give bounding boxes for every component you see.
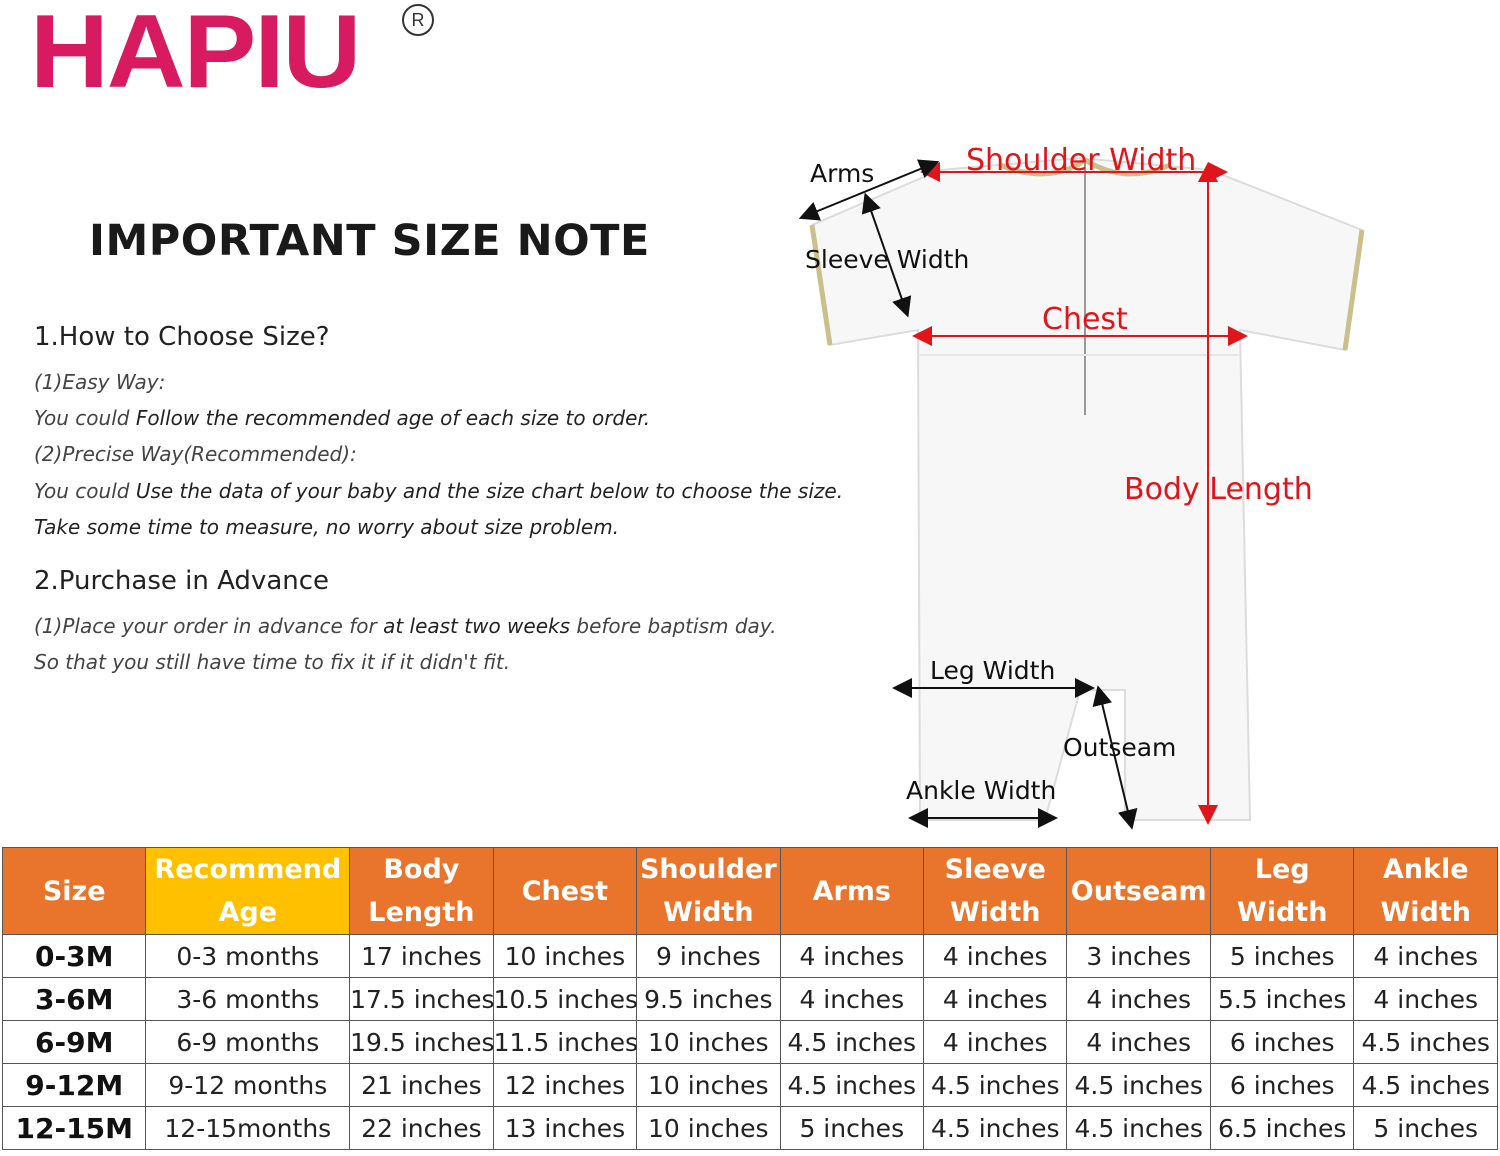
header-body-length: Body Length [350,848,493,935]
section-heading-purchase-advance: 2.Purchase in Advance [34,566,330,596]
section-heading-choose-size: 1.How to Choose Size? [34,322,330,352]
precise-way-text: You could Use the data of your baby and the size chart below to choose the size. [34,479,844,503]
cell-arms: 4.5 inches [780,1021,923,1064]
table-row [3,1064,1498,1107]
cell-arms: 4 inches [780,935,923,978]
size-chart-table [2,847,1498,1150]
easy-way-text: You could Follow the recommended age of each size to order. [34,406,651,430]
cell-leg-width: 6 inches [1210,1021,1353,1064]
cell-sleeve-width: 4.5 inches [924,1064,1067,1107]
cell-ankle-width: 4.5 inches [1354,1021,1498,1064]
header-shoulder-width: Shoulder Width [637,848,780,935]
header-outseam: Outseam [1067,848,1210,935]
cell-chest: 10 inches [493,935,636,978]
cell-age: 3-6 months [146,978,350,1021]
table-row [3,1107,1498,1150]
cell-size: 0-3M [3,935,146,978]
cell-sleeve-width: 4 inches [924,978,1067,1021]
cell-sleeve-width: 4 inches [924,1021,1067,1064]
cell-outseam: 4.5 inches [1067,1064,1210,1107]
table-row [3,978,1498,1021]
cell-size: 3-6M [3,978,146,1021]
advance-note: So that you still have time to fix it if it didn't fit. [34,650,511,674]
body-length-label: Body Length [1124,472,1313,507]
cell-leg-width: 6.5 inches [1210,1107,1353,1150]
cell-size: 9-12M [3,1064,146,1107]
cell-body-length: 17.5 inches [350,978,493,1021]
table-row [3,935,1498,978]
cell-shoulder-width: 10 inches [637,1021,780,1064]
cell-outseam: 4 inches [1067,1021,1210,1064]
cell-leg-width: 5 inches [1210,935,1353,978]
brand-logo: HAPIU [30,0,360,110]
cell-shoulder-width: 9.5 inches [637,978,780,1021]
cell-chest: 10.5 inches [493,978,636,1021]
arms-label: Arms [810,159,875,188]
cell-shoulder-width: 10 inches [637,1064,780,1107]
cell-ankle-width: 4 inches [1354,935,1498,978]
cell-body-length: 17 inches [350,935,493,978]
header-ankle-width: Ankle Width [1354,848,1498,935]
cell-sleeve-width: 4.5 inches [924,1107,1067,1150]
cell-age: 0-3 months [146,935,350,978]
cell-ankle-width: 4 inches [1354,978,1498,1021]
cell-outseam: 3 inches [1067,935,1210,978]
cell-age: 12-15months [146,1107,350,1150]
sleeve-width-label: Sleeve Width [805,245,970,274]
chest-label: Chest [1042,302,1128,337]
cell-leg-width: 5.5 inches [1210,978,1353,1021]
page-title: IMPORTANT SIZE NOTE [89,216,650,266]
cell-arms: 5 inches [780,1107,923,1150]
advance-text: (1)Place your order in advance for at least two weeks before baptism day. [34,614,777,638]
header-leg-width: Leg Width [1210,848,1353,935]
shoulder-width-label: Shoulder Width [966,143,1197,178]
header-sleeve-width: Sleeve Width [924,848,1067,935]
header-chest: Chest [493,848,636,935]
cell-body-length: 22 inches [350,1107,493,1150]
cell-body-length: 21 inches [350,1064,493,1107]
cell-arms: 4 inches [780,978,923,1021]
precise-way-note: Take some time to measure, no worry about size problem. [34,515,620,539]
cell-body-length: 19.5 inches [350,1021,493,1064]
registered-mark: R [402,4,434,36]
cell-size: 6-9M [3,1021,146,1064]
cell-size: 12-15M [3,1107,146,1150]
cell-ankle-width: 5 inches [1354,1107,1498,1150]
cell-age: 6-9 months [146,1021,350,1064]
cell-shoulder-width: 10 inches [637,1107,780,1150]
header-recommend-age: Recommend Age [146,848,350,935]
outseam-label: Outseam [1063,733,1177,762]
cell-chest: 13 inches [493,1107,636,1150]
easy-way-label: (1)Easy Way: [34,370,166,394]
cell-chest: 11.5 inches [493,1021,636,1064]
romper-measurement-diagram [790,130,1390,840]
cell-outseam: 4.5 inches [1067,1107,1210,1150]
leg-width-label: Leg Width [930,656,1056,685]
precise-way-label: (2)Precise Way(Recommended): [34,442,357,466]
table-header-row [3,848,1498,935]
header-arms: Arms [780,848,923,935]
table-row [3,1021,1498,1064]
cell-sleeve-width: 4 inches [924,935,1067,978]
cell-leg-width: 6 inches [1210,1064,1353,1107]
header-size: Size [3,848,146,935]
cell-age: 9-12 months [146,1064,350,1107]
ankle-width-label: Ankle Width [906,776,1057,805]
cell-outseam: 4 inches [1067,978,1210,1021]
cell-arms: 4.5 inches [780,1064,923,1107]
cell-shoulder-width: 9 inches [637,935,780,978]
cell-chest: 12 inches [493,1064,636,1107]
cell-ankle-width: 4.5 inches [1354,1064,1498,1107]
